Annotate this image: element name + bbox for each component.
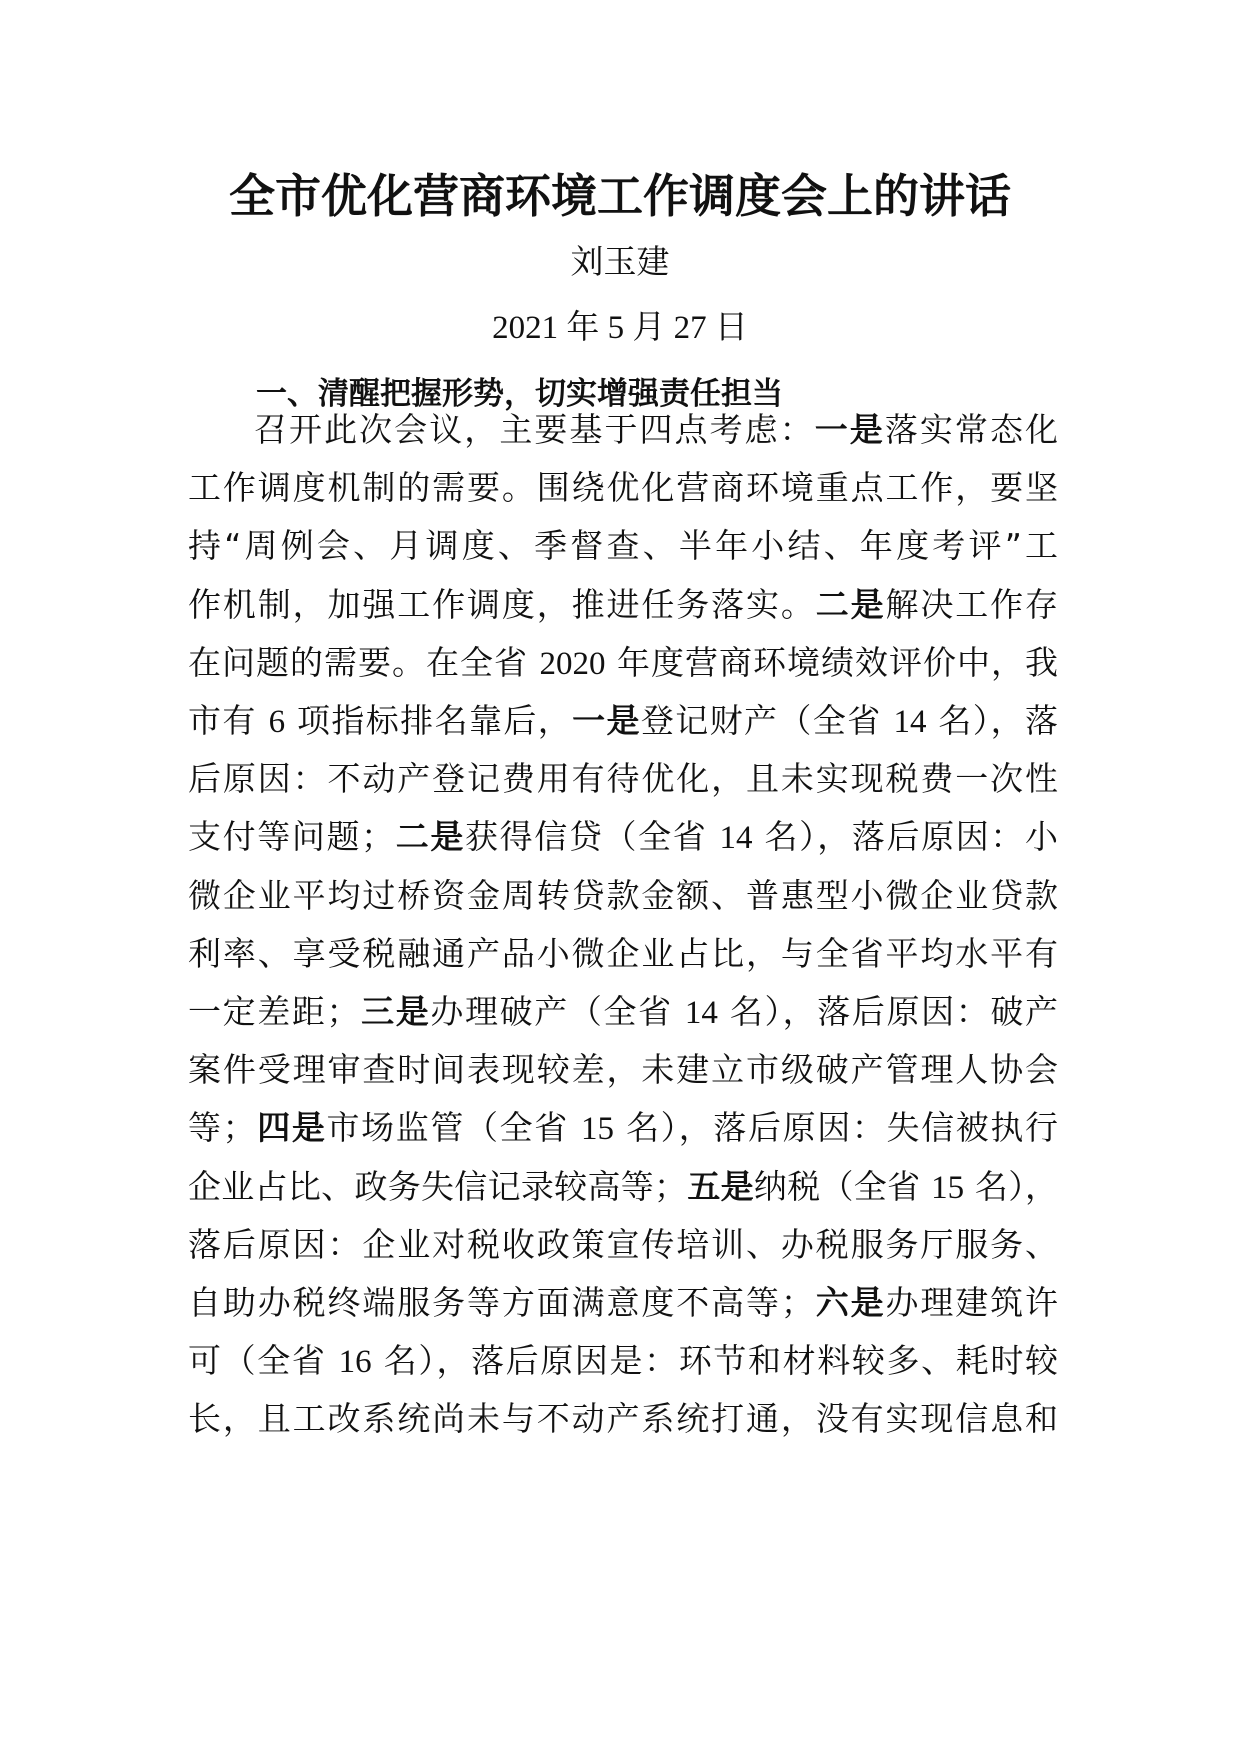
number-text: 2020 — [539, 646, 606, 682]
text-run: 企业占比、政务失信记录较高等； — [188, 1167, 688, 1206]
body-line — [188, 524, 1058, 568]
text-run: 项指标排名靠后， — [285, 701, 573, 740]
text-run: 长，且工改系统尚未与不动产系统打通，没有实现信息和 — [188, 1399, 1058, 1438]
text-run: 工作调度机制的需要。围绕优化营商环境重点工作，要坚 — [188, 468, 1058, 507]
number-text: 16 — [338, 1344, 372, 1380]
text-run: 名），落后原因：小 — [752, 817, 1059, 856]
body-line — [188, 583, 1058, 627]
body-line — [188, 1281, 1058, 1325]
emphasis-text: 二是 — [394, 817, 465, 856]
emphasis-text: 三是 — [359, 992, 431, 1031]
text-run: 办理破产（全省 — [430, 992, 685, 1031]
text-run: 在问题的需要。在全省 — [188, 643, 540, 682]
document-title: 全市优化营商环境工作调度会上的讲话 — [229, 169, 1011, 223]
number-text: 15 — [580, 1111, 614, 1147]
text-run: 年度营商环境绩效评价中，我 — [605, 643, 1058, 682]
text-run: 市有 — [188, 701, 269, 740]
text-run: 案件受理审查时间表现较差，未建立市级破产管理人协会 — [188, 1050, 1058, 1089]
number-text: 14 — [893, 704, 927, 740]
text-run: 利率、享受税融通产品小微企业占比，与全省平均水平有 — [188, 934, 1058, 973]
body-line — [188, 1397, 1058, 1441]
text-run: 解决工作存 — [885, 585, 1058, 624]
text-run: 后原因：不动产登记费用有待优化，且未实现税费一次性 — [188, 759, 1058, 798]
body-line — [188, 932, 1058, 976]
body-line — [188, 1339, 1058, 1383]
text-run: 名）， — [964, 1167, 1059, 1206]
text-run: 持“周例会、月调度、季督查、半年小结、年度考评”工 — [188, 526, 1058, 565]
number-text: 6 — [268, 704, 286, 740]
author-name: 刘玉建 — [570, 242, 670, 281]
emphasis-text: 六是 — [813, 1283, 886, 1322]
body-line — [188, 1106, 1058, 1150]
body-line — [188, 757, 1058, 801]
emphasis-text: 一是 — [572, 701, 641, 740]
body-line — [188, 466, 1058, 510]
text-run: 微企业平均过桥资金周转贷款金额、普惠型小微企业贷款 — [188, 876, 1058, 915]
body-line — [188, 1165, 1058, 1209]
body-line — [188, 1048, 1058, 1092]
text-run: 名），落后原因是：环节和材料较多、耗时较 — [371, 1341, 1058, 1380]
text-run: 纳税（全省 — [753, 1167, 932, 1206]
emphasis-text: 一是 — [814, 410, 885, 449]
text-run: 市场监管（全省 — [326, 1108, 581, 1147]
number-text: 15 — [931, 1170, 965, 1206]
number-text: 14 — [684, 995, 718, 1031]
text-run: 可（全省 — [188, 1341, 339, 1380]
emphasis-text: 五是 — [687, 1167, 754, 1206]
text-run: 登记财产（全省 — [640, 701, 894, 740]
text-run: 办理建筑许 — [885, 1283, 1058, 1322]
body-line — [188, 699, 1058, 743]
text-run: 自助办税终端服务等方面满意度不高等； — [188, 1283, 814, 1322]
text-run: 支付等问题； — [188, 817, 395, 856]
number-text: 14 — [719, 820, 753, 856]
text-run: 名），落后原因：破产 — [717, 992, 1059, 1031]
text-run: 名），落后原因：失信被执行 — [613, 1108, 1059, 1147]
body-line — [188, 815, 1058, 859]
text-run: 作机制，加强工作调度，推进任务落实。 — [188, 585, 816, 624]
text-run: 获得信贷（全省 — [464, 817, 720, 856]
text-run: 召开此次会议，主要基于四点考虑： — [254, 410, 815, 449]
body-line — [188, 641, 1058, 685]
document-date: 2021 年 5 月 27 日 — [492, 310, 748, 346]
section-heading: 一、清醒把握形势，切实增强责任担当 — [256, 376, 783, 412]
text-run: 落后原因：企业对税收政策宣传培训、办税服务厅服务、 — [188, 1225, 1058, 1264]
body-line — [188, 990, 1058, 1034]
body-line — [188, 874, 1058, 918]
body-line — [188, 1223, 1058, 1267]
emphasis-text: 二是 — [815, 585, 886, 624]
body-line — [254, 408, 1058, 452]
text-run: 落实常态化 — [884, 410, 1059, 449]
text-run: 等； — [188, 1108, 256, 1147]
emphasis-text: 四是 — [255, 1108, 327, 1147]
text-run: 名），落 — [926, 701, 1058, 740]
text-run: 一定差距； — [188, 992, 360, 1031]
